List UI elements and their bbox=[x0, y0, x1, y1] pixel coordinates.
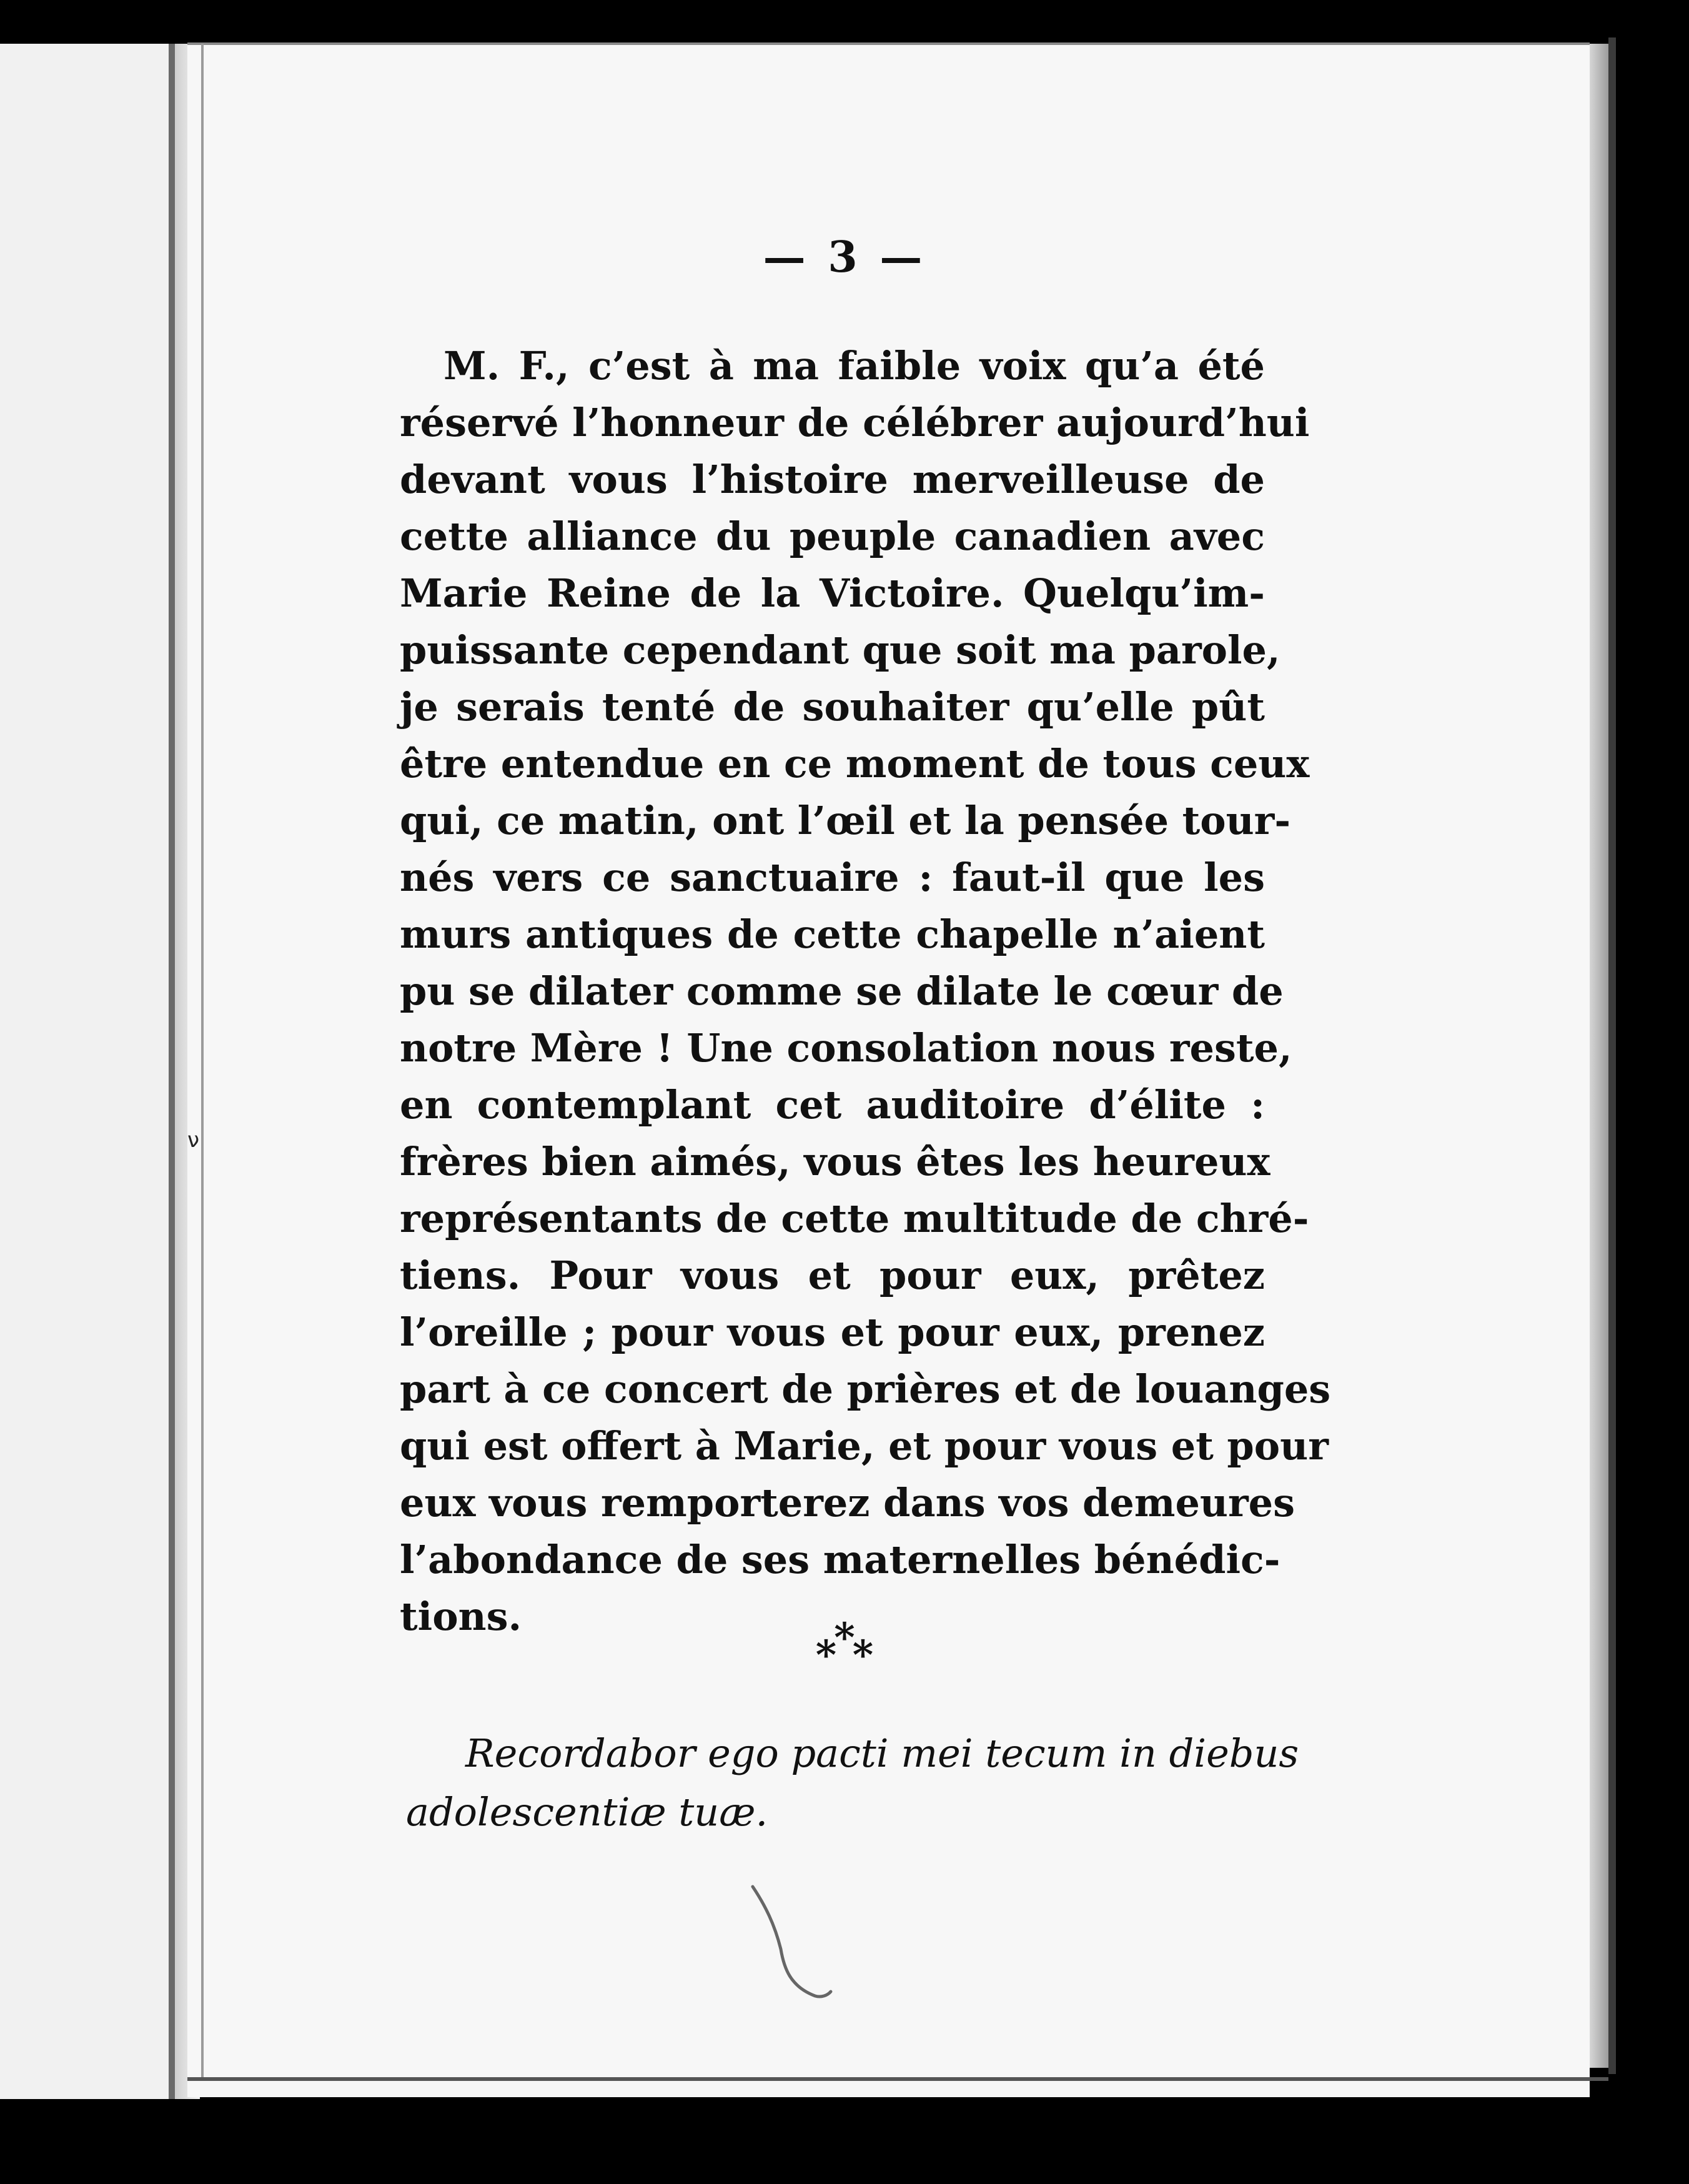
asterisk: * bbox=[815, 1632, 837, 1679]
text-line: qui, ce matin, ont l’œil et la pensée tour- bbox=[400, 798, 1291, 843]
text-line: eux vous remporterez dans vos demeures bbox=[400, 1480, 1295, 1526]
page-left-edge bbox=[201, 44, 204, 2080]
text-line: tiens. Pour vous et pour eux, prêtez bbox=[400, 1253, 1265, 1298]
quote-line: adolescentiæ tuæ. bbox=[406, 1789, 768, 1835]
text-line: M. F., c’est à ma faible voix qu’a été bbox=[443, 343, 1265, 389]
text-line: qui est offert à Marie, et pour vous et pour bbox=[400, 1423, 1329, 1469]
text-line: murs antiques de cette chapelle n’aient bbox=[400, 911, 1265, 957]
page-bottom-edge bbox=[187, 2077, 1608, 2081]
latin-quote bbox=[406, 1724, 1299, 1842]
asterisk: * bbox=[852, 1632, 874, 1679]
page-right-edge bbox=[1590, 44, 1608, 2068]
book-gutter bbox=[169, 44, 175, 2099]
text-line: Marie Reine de la Victoire. Quelqu’im- bbox=[400, 570, 1265, 616]
text-line: frères bien aimés, vous êtes les heureux bbox=[400, 1139, 1270, 1184]
text-line: devant vous l’histoire merveilleuse de bbox=[400, 457, 1265, 502]
text-line: être entendue en ce moment de tous ceux bbox=[400, 741, 1310, 787]
text-line: réservé l’honneur de célébrer aujourd’hui bbox=[400, 400, 1310, 445]
text-line: l’oreille ; pour vous et pour eux, prenez bbox=[400, 1309, 1265, 1355]
pencil-stroke-mark bbox=[746, 1880, 834, 2005]
page-right-shadow bbox=[1608, 37, 1616, 2074]
text-line: puissante cependant que soit ma parole, bbox=[400, 627, 1280, 673]
text-line: cette alliance du peuple canadien avec bbox=[400, 514, 1265, 559]
previous-page-strip bbox=[0, 44, 178, 2099]
page-number: — 3 — bbox=[763, 232, 926, 282]
text-line: notre Mère ! Une consolation nous reste, bbox=[400, 1025, 1292, 1071]
text-line: pu se dilater comme se dilate le cœur de bbox=[400, 968, 1284, 1014]
text-line: part à ce concert de prières et de louanges bbox=[400, 1366, 1331, 1412]
binding-mark: ν bbox=[187, 1128, 199, 1153]
text-line: je serais tenté de souhaiter qu’elle pût bbox=[400, 684, 1265, 730]
text-line: en contemplant cet auditoire d’élite : bbox=[400, 1082, 1265, 1128]
text-line: l’abondance de ses maternelles bénédic- bbox=[400, 1537, 1280, 1582]
text-line: nés vers ce sanctuaire : faut-il que les bbox=[400, 855, 1265, 900]
text-line: représentants de cette multitude de chré- bbox=[400, 1196, 1309, 1241]
text-line: tions. bbox=[400, 1594, 522, 1639]
asterisk: * bbox=[834, 1614, 855, 1661]
quote-line: Recordabor ego pacti mei tecum in diebus bbox=[465, 1730, 1299, 1776]
body-paragraph bbox=[400, 337, 1331, 1645]
